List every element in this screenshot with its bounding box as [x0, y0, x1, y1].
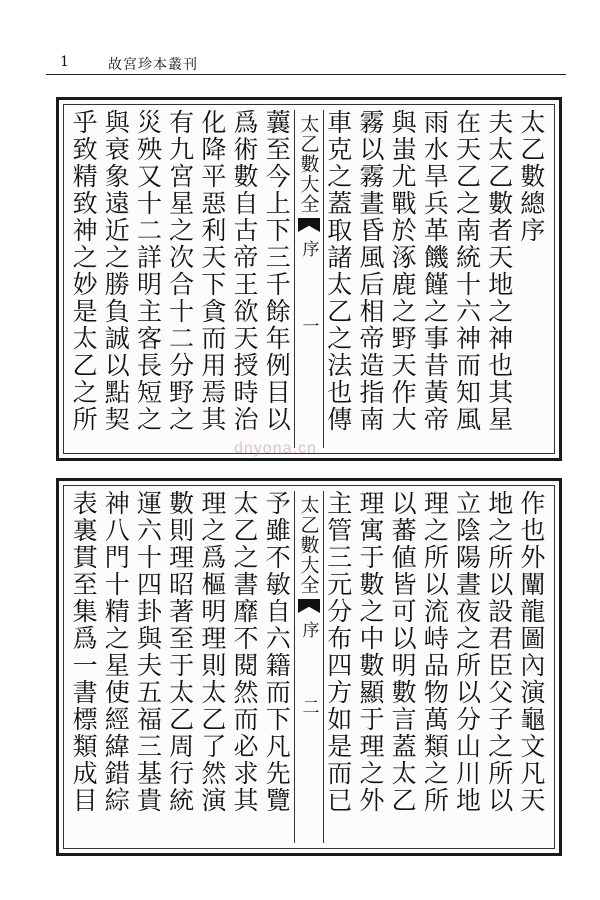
text-column: 表 裏 貫 至 集 爲 一 書 標 類 成 目 [72, 491, 98, 815]
text-column: 化 降 平 惡 利 天 下 貪 而 用 焉 其 [201, 110, 227, 434]
running-head [46, 52, 566, 75]
gutter-leaf-number: 一 [298, 317, 319, 334]
text-column: 乎 致 精 致 神 之 妙 是 太 乙 之 所 [72, 110, 98, 434]
fishtail-mark-icon [298, 599, 320, 613]
book-title: 故宮珍本叢刊 [108, 57, 198, 73]
page-number: 1 [60, 54, 69, 70]
text-column: 爲 術 數 自 古 帝 王 欲 天 授 時 治 [233, 110, 259, 434]
text-column: 與 衰 象 遠 近 之 勝 負 誠 以 點 契 [104, 110, 130, 434]
text-column: 予 雖 不 敏 自 六 籍 而 下 凡 先 覽 [265, 491, 291, 815]
gutter-title: 太乙數大全 [297, 495, 320, 595]
text-column: 災 殃 又 十 二 詳 明 主 客 長 短 之 [136, 110, 162, 434]
text-column: 作 也 外 闡 龍 圖 內 演 龜 文 凡 天 [520, 491, 546, 815]
text-column: 立 陰 陽 晝 夜 之 所 以 分 山 川 地 [456, 491, 482, 815]
gutter-section: 序 [298, 621, 319, 638]
text-column: 太 乙 之 書 靡 不 閱 然 而 必 求 其 [233, 491, 259, 815]
text-column: 有 九 宮 星 之 次 合 十 二 分 野 之 [169, 110, 195, 434]
text-column: 理 之 爲 樞 明 理 則 太 乙 了 然 演 [201, 491, 227, 815]
text-column: 理 寓 于 數 之 中 數 顯 于 理 之 外 [359, 491, 385, 815]
text-column: 理 之 所 以 流 峙 品 物 萬 類 之 所 [423, 491, 449, 815]
top-text-columns [69, 110, 549, 448]
text-column: 以 蕃 値 皆 可 以 明 數 言 蓋 太 乙 [391, 491, 417, 815]
top-page-panel [56, 97, 562, 461]
text-column: 雨 水 旱 兵 革 饑 饉 之 事 昔 黃 帝 [423, 110, 449, 434]
text-column: 太 乙 數 總 序 [520, 110, 546, 245]
gutter-leaf-number: 二 [298, 698, 319, 715]
text-column: 在 天 乙 之 南 統 十 六 神 而 知 風 [456, 110, 482, 434]
text-column: 主 管 三 元 分 布 四 方 如 是 而 已 [327, 491, 353, 815]
fishtail-mark-icon [298, 218, 320, 232]
bottom-page-panel [56, 478, 562, 856]
text-column: 蘘 至 今 上 下 三 千 餘 年 例 目 以 [265, 110, 291, 434]
text-column: 夫 太 乙 數 者 天 地 之 神 也 其 星 [488, 110, 514, 434]
text-column: 與 蚩 尤 戰 於 涿 鹿 之 野 天 作 大 [391, 110, 417, 434]
text-column: 運 六 十 四 卦 與 夫 五 福 三 基 貴 [136, 491, 162, 815]
gutter-section: 序 [298, 240, 319, 257]
text-column: 數 則 理 昭 著 至 于 太 乙 周 行 統 [169, 491, 195, 815]
center-gutter [294, 491, 323, 843]
text-column: 霧 以 霧 晝 昏 風 后 相 帝 造 指 南 [359, 110, 385, 434]
gutter-title: 太乙數大全 [297, 114, 320, 214]
center-gutter [294, 110, 323, 448]
text-column: 神 八 門 十 精 之 星 使 經 緯 錯 綜 [104, 491, 130, 815]
bottom-text-columns [69, 491, 549, 843]
text-column: 車 克 之 蓋 取 諸 太 乙 之 法 也 傳 [327, 110, 353, 434]
watermark: dnyona.cn [234, 440, 317, 457]
text-column: 地 之 所 以 設 君 臣 父 子 之 所 以 [488, 491, 514, 815]
